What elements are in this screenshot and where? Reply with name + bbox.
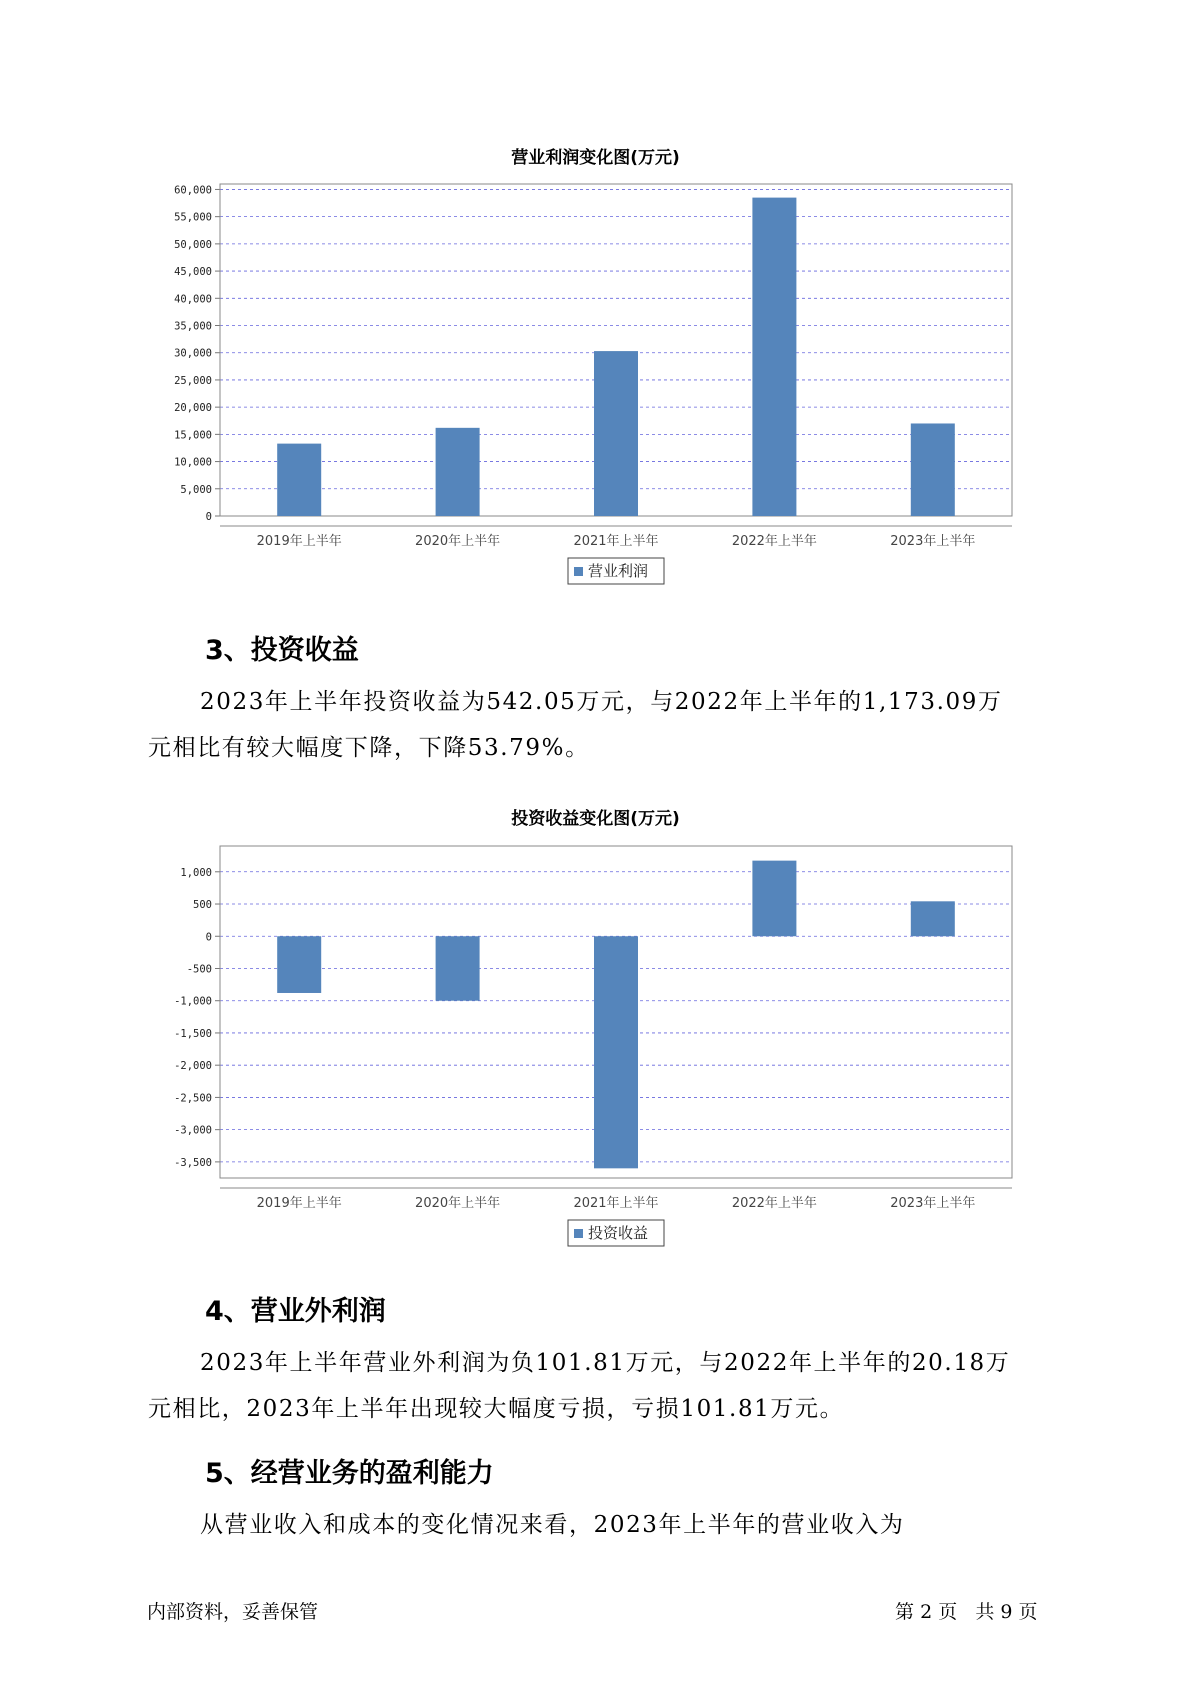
y-tick-label: -1,500 (174, 1027, 212, 1040)
y-tick-label: 40,000 (174, 293, 212, 306)
y-tick-label: 55,000 (174, 211, 212, 224)
y-tick-label: 30,000 (174, 347, 212, 360)
x-tick-label: 2023年上半年 (890, 534, 976, 549)
y-tick-label: 25,000 (174, 374, 212, 387)
legend-label: 营业利润 (588, 562, 649, 580)
y-tick-label: 50,000 (174, 238, 212, 251)
x-tick-label: 2020年上半年 (415, 534, 501, 549)
chart2-title: 投资收益变化图(万元) (511, 809, 680, 829)
y-tick-label: -500 (186, 963, 212, 976)
operating-profit-chart (0, 170, 1191, 630)
bar (752, 861, 796, 937)
y-tick-label: -3,000 (174, 1124, 212, 1137)
x-tick-label: 2023年上半年 (890, 1196, 976, 1211)
y-tick-label: 5,000 (180, 483, 212, 496)
y-tick-label: -3,500 (174, 1156, 212, 1169)
x-tick-label: 2022年上半年 (731, 1196, 817, 1211)
y-tick-label: 60,000 (174, 184, 212, 197)
paragraph-line: 从营业收入和成本的变化情况来看，2023年上半年的营业收入为 (200, 1512, 905, 1538)
y-tick-label: 15,000 (174, 429, 212, 442)
section-paragraph-profitability (148, 1502, 1068, 1548)
x-tick-label: 2019年上半年 (256, 1196, 342, 1211)
paragraph-line: 元相比有较大幅度下降，下降53.79%。 (148, 735, 590, 761)
x-tick-label: 2020年上半年 (415, 1196, 501, 1211)
bar (911, 901, 955, 936)
y-tick-label: -2,000 (174, 1060, 212, 1073)
footer-page-number: 第 2 页 共 9 页 (895, 1601, 1038, 1623)
y-tick-label: 45,000 (174, 266, 212, 279)
y-tick-label: 1,000 (180, 866, 212, 879)
bar (594, 351, 638, 516)
paragraph-line: 元相比，2023年上半年出现较大幅度亏损，亏损101.81万元。 (148, 1396, 845, 1422)
legend-swatch (574, 1229, 583, 1238)
section-paragraph-investment-income (148, 679, 1068, 771)
bar (277, 444, 321, 516)
bar (911, 423, 955, 516)
y-tick-label: 500 (193, 899, 212, 912)
y-tick-label: 0 (205, 511, 212, 523)
paragraph-line: 2023年上半年投资收益为542.05万元，与2022年上半年的1,173.09万 (200, 689, 1003, 715)
section-heading-investment-income: 3、投资收益 (205, 635, 359, 666)
section-heading-profitability: 5、经营业务的盈利能力 (205, 1458, 494, 1489)
chart1-title: 营业利润变化图(万元) (511, 148, 680, 168)
x-tick-label: 2019年上半年 (256, 534, 342, 549)
y-tick-label: 35,000 (174, 320, 212, 333)
bar (277, 936, 321, 993)
investment-income-chart (0, 832, 1191, 1292)
bar (594, 936, 638, 1168)
x-tick-label: 2021年上半年 (573, 1196, 659, 1211)
legend-swatch (574, 567, 583, 576)
bar (436, 936, 480, 1000)
y-tick-label: 10,000 (174, 456, 212, 469)
y-tick-label: 20,000 (174, 402, 212, 415)
bar (752, 198, 796, 516)
x-tick-label: 2022年上半年 (731, 534, 817, 549)
paragraph-line: 2023年上半年营业外利润为负101.81万元，与2022年上半年的20.18万 (200, 1350, 1011, 1376)
y-tick-label: -2,500 (174, 1092, 212, 1105)
section-heading-non-operating-profit: 4、营业外利润 (205, 1296, 386, 1327)
x-tick-label: 2021年上半年 (573, 534, 659, 549)
y-tick-label: 0 (205, 931, 212, 944)
footer-confidential-note: 内部资料，妥善保管 (147, 1601, 319, 1623)
legend-label: 投资收益 (588, 1224, 649, 1242)
section-paragraph-non-operating-profit (148, 1340, 1068, 1432)
y-tick-label: -1,000 (174, 995, 212, 1008)
bar (436, 428, 480, 516)
